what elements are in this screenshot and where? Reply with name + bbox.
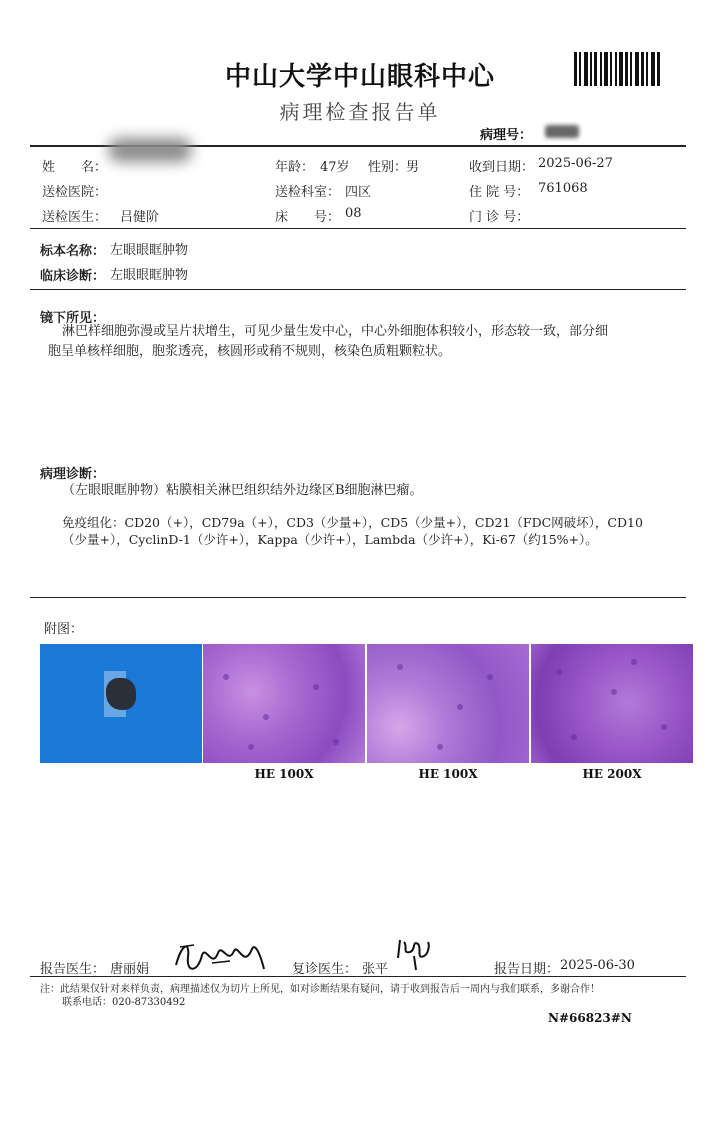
bed-value: 08 xyxy=(345,206,362,221)
inpatient-no-value: 761068 xyxy=(538,181,588,196)
footer-divider xyxy=(30,976,686,977)
inpatient-no-label: 住 院 号： xyxy=(469,185,530,200)
info-divider xyxy=(30,228,686,229)
gross-specimen-photo xyxy=(40,644,202,763)
bed-label: 床 号： xyxy=(275,210,341,225)
tissue-specimen-shape xyxy=(106,678,136,710)
age-value: 47岁 xyxy=(320,160,350,175)
name-label: 姓 名： xyxy=(42,160,108,175)
gender-label: 性别： xyxy=(368,160,408,175)
gender-value: 男 xyxy=(406,160,420,175)
diagnosis-divider xyxy=(30,597,686,598)
he-micrograph-2 xyxy=(367,644,529,763)
clinical-diagnosis-value: 左眼眼眶肿物 xyxy=(110,268,189,283)
dept-value: 四区 xyxy=(345,185,372,200)
dept-label: 送检科室： xyxy=(275,185,341,200)
specimen-divider xyxy=(30,289,686,290)
figure-caption-3: HE 200X xyxy=(582,767,642,781)
microscopy-line-1: 淋巴样细胞弥漫或呈片状增生，可见少量生发中心，中心外细胞体积较小，形态较一致，部分细 xyxy=(62,324,609,339)
barcode xyxy=(574,52,672,86)
report-date-label: 报告日期： xyxy=(494,962,560,977)
figure-caption-1: HE 100X xyxy=(254,767,314,781)
ihc-line-1: 免疫组化：CD20（+），CD79a（+），CD3（少量+），CD5（少量+），CD21（FDC网破坏），CD10 xyxy=(62,515,643,530)
pathology-no-redacted xyxy=(545,125,579,138)
reviewer-signature xyxy=(394,936,434,979)
ihc-line-2: （少量+），CyclinD-1（少许+），Kappa（少许+），Lambda（少许+），Ki-67（约15%+）。 xyxy=(62,532,598,547)
clinical-diagnosis-label: 临床诊断： xyxy=(40,269,106,284)
he-micrograph-3 xyxy=(531,644,693,763)
pathology-diagnosis-label: 病理诊断： xyxy=(40,467,106,482)
received-date-label: 收到日期： xyxy=(469,160,535,175)
reporter-label: 报告医生： xyxy=(40,962,106,977)
report-title: 病理检查报告单 xyxy=(279,100,441,124)
doctor-label: 送检医生： xyxy=(42,210,108,225)
reviewer-value: 张平 xyxy=(362,962,389,977)
pathology-no-label: 病理号： xyxy=(480,128,533,143)
hospital-label: 送检医院： xyxy=(42,185,108,200)
figure-caption-2: HE 100X xyxy=(418,767,478,781)
contact-phone: 联系电话：020-87330492 xyxy=(62,997,186,1008)
doctor-value: 吕健阶 xyxy=(120,210,160,225)
pathology-diagnosis-text: （左眼眼眶肿物）粘膜相关淋巴组织结外边缘区B细胞淋巴瘤。 xyxy=(62,483,423,498)
report-date-value: 2025-06-30 xyxy=(560,958,635,973)
age-label: 年龄： xyxy=(275,160,315,175)
specimen-value: 左眼眼眶肿物 xyxy=(110,243,189,258)
he-micrograph-1 xyxy=(203,644,365,763)
name-redacted xyxy=(108,138,192,162)
document-code: N#66823#N xyxy=(548,1011,632,1025)
reporter-value: 唐丽娟 xyxy=(110,962,150,977)
figures-label: 附图： xyxy=(44,622,84,637)
reviewer-label: 复诊医生： xyxy=(292,962,358,977)
disclaimer-note: 注：此结果仅针对来样负责，病理描述仅为切片上所见，如对诊断结果有疑问，请于收到报告后一周内与我们联系，多谢合作！ xyxy=(40,984,600,995)
received-date-value: 2025-06-27 xyxy=(538,156,613,171)
hospital-name: 中山大学中山眼科中心 xyxy=(224,62,495,92)
specimen-label: 标本名称： xyxy=(40,244,106,259)
microscopy-label: 镜下所见： xyxy=(40,311,106,326)
microscopy-line-2: 胞呈单核样细胞，胞浆透亮，核圆形或稍不规则，核染色质粗颗粒状。 xyxy=(48,344,452,359)
outpatient-no-label: 门 诊 号： xyxy=(469,210,530,225)
